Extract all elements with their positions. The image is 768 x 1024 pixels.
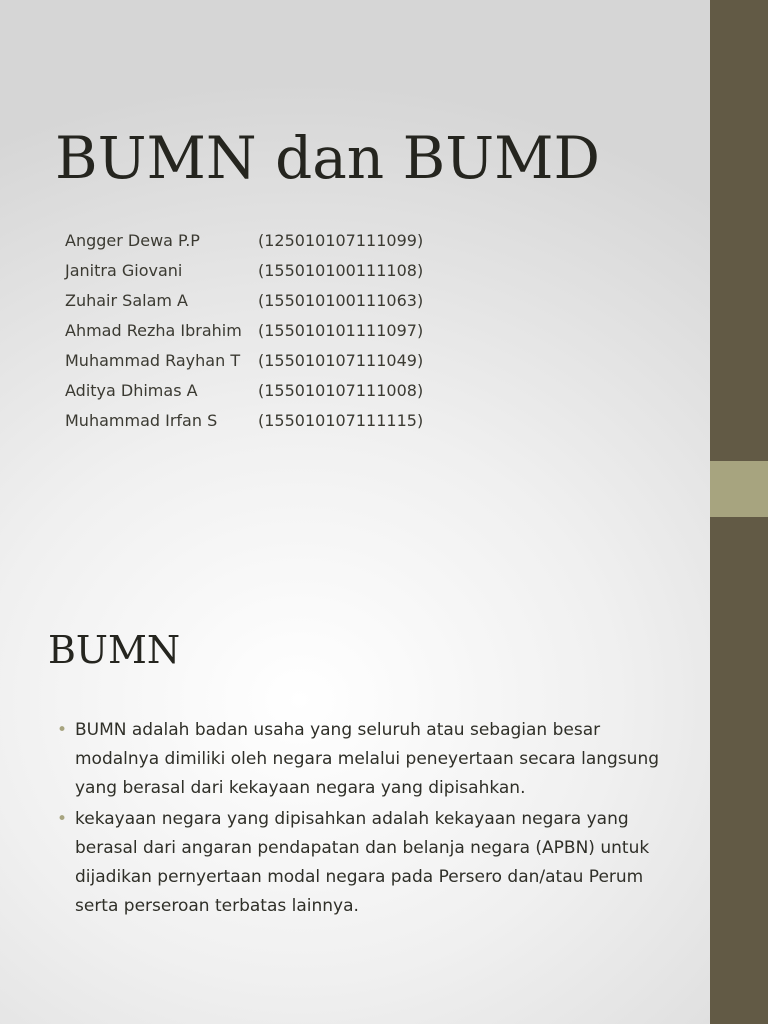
member-nim: (155010100111063) bbox=[258, 291, 424, 310]
member-nim: (125010107111099) bbox=[258, 231, 424, 250]
member-row bbox=[65, 286, 423, 316]
member-row bbox=[65, 406, 423, 436]
member-name: Janitra Giovani bbox=[65, 261, 183, 280]
member-nim: (155010107111049) bbox=[258, 351, 424, 370]
bullet-icon: • bbox=[57, 720, 68, 740]
member-nim: (155010100111108) bbox=[258, 261, 424, 280]
member-row bbox=[65, 256, 423, 286]
member-name: Aditya Dhimas A bbox=[65, 381, 198, 400]
member-name: Muhammad Irfan S bbox=[65, 411, 218, 430]
member-name: Angger Dewa P.P bbox=[65, 231, 200, 250]
bullet-text: kekayaan negara yang dipisahkan adalah kekayaan negara yang berasal dari angaran pendapatan dan belanja negara (APBN) untuk dijadikan pernyertaan modal negara pada Persero dan/atau Perum serta perseroan terbatas lainnya. bbox=[75, 809, 650, 916]
member-row bbox=[65, 376, 423, 406]
member-list bbox=[65, 226, 423, 436]
bullet-icon: • bbox=[57, 809, 68, 829]
member-row bbox=[65, 316, 423, 346]
bullet-text: BUMN adalah badan usaha yang seluruh atau sebagian besar modalnya dimiliki oleh negara melalui peneyertaan secara langsung yang berasal dari kekayaan negara yang dipisahkan. bbox=[75, 720, 660, 798]
member-name: Muhammad Rayhan T bbox=[65, 351, 241, 370]
bullet-item bbox=[57, 805, 677, 921]
member-row bbox=[65, 346, 423, 376]
bullet-item bbox=[57, 716, 677, 803]
member-name: Zuhair Salam A bbox=[65, 291, 188, 310]
member-name: Ahmad Rezha Ibrahim bbox=[65, 321, 242, 340]
member-nim: (155010107111008) bbox=[258, 381, 424, 400]
section-title: BUMN bbox=[48, 628, 181, 672]
bullet-list bbox=[57, 716, 677, 923]
side-accent-block bbox=[710, 461, 768, 517]
member-row bbox=[65, 226, 423, 256]
page-title: BUMN dan BUMD bbox=[55, 124, 600, 192]
member-nim: (155010101111097) bbox=[258, 321, 424, 340]
member-nim: (155010107111115) bbox=[258, 411, 424, 430]
